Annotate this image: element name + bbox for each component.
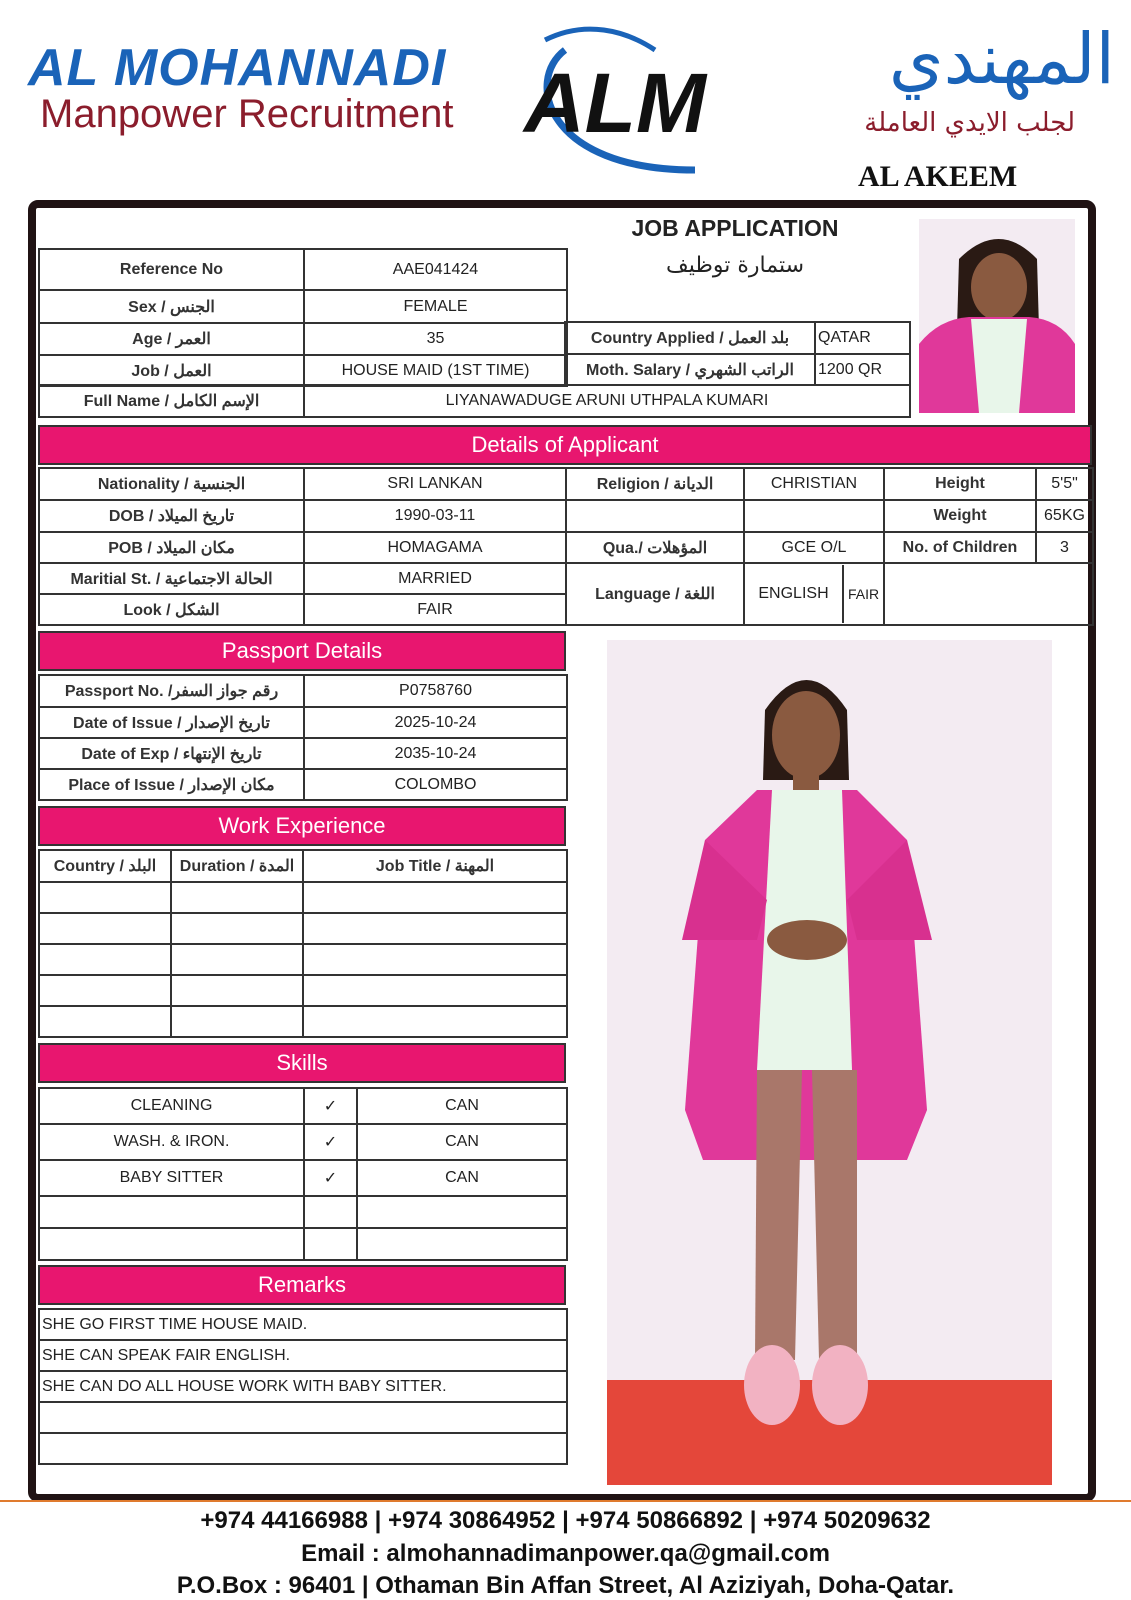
remark-line: SHE GO FIRST TIME HOUSE MAID.	[39, 1309, 567, 1340]
nationality-label: Nationality / الجنسية	[39, 468, 304, 500]
issue-date-value: 2025-10-24	[304, 707, 567, 738]
work-experience-heading: Work Experience	[38, 806, 566, 846]
language-level: FAIR	[842, 565, 879, 623]
table-row	[39, 1006, 567, 1037]
form-title: JOB APPLICATION	[631, 215, 839, 241]
country-applied-value: QATAR	[815, 322, 910, 354]
weight-label: Weight	[884, 500, 1036, 532]
weight-value: 65KG	[1036, 500, 1093, 532]
pob-value: HOMAGAMA	[304, 532, 566, 563]
empty-cell	[884, 563, 1093, 625]
marital-label: Maritial St. / الحالة الاجتماعية	[39, 563, 304, 594]
basic-info-table	[38, 248, 568, 387]
table-row	[39, 1088, 567, 1124]
passport-table	[38, 674, 568, 801]
country-applied-label: Country Applied / بلد العمل	[565, 322, 815, 354]
table-row	[39, 913, 567, 944]
marital-value: MARRIED	[304, 563, 566, 594]
skill-status: CAN	[357, 1088, 567, 1124]
check-icon: ✓	[304, 1160, 357, 1196]
height-value: 5'5"	[1036, 468, 1093, 500]
pob-label: POB / مكان الميلاد	[39, 532, 304, 563]
passport-heading: Passport Details	[38, 631, 566, 671]
reference-label: Reference No	[39, 249, 304, 290]
table-row	[39, 975, 567, 1006]
language-value: ENGLISH	[758, 585, 829, 602]
skill-name: WASH. & IRON.	[39, 1124, 304, 1160]
religion-value: CHRISTIAN	[744, 468, 884, 500]
sex-value: FEMALE	[304, 290, 567, 323]
religion-label: Religion / الديانة	[566, 468, 744, 500]
fullname-value: LIYANAWADUGE ARUNI UTHPALA KUMARI	[304, 385, 910, 417]
applicant-portrait-photo	[919, 219, 1075, 413]
check-icon: ✓	[304, 1124, 357, 1160]
issue-date-label: Date of Issue / تاريخ الإصدار	[39, 707, 304, 738]
children-value: 3	[1036, 532, 1093, 563]
footer-divider	[0, 1500, 1131, 1502]
brand-subtitle: Manpower Recruitment	[40, 92, 454, 136]
expiry-date-label: Date of Exp / تاريخ الإنتهاء	[39, 738, 304, 769]
reference-value: AAE041424	[304, 249, 567, 290]
language-cell	[744, 563, 884, 625]
remarks-heading: Remarks	[38, 1265, 566, 1305]
table-row	[39, 1160, 567, 1196]
col-job-title: Job Title / المهنة	[303, 850, 567, 882]
skill-status: CAN	[357, 1160, 567, 1196]
salary-label: Moth. Salary / الراتب الشهري	[565, 354, 815, 385]
dob-value: 1990-03-11	[304, 500, 566, 532]
skill-name: BABY SITTER	[39, 1160, 304, 1196]
country-salary-table	[564, 321, 911, 386]
brand-name-arabic: المهندي	[888, 18, 1115, 100]
language-label: Language / اللغة	[566, 563, 744, 625]
nationality-value: SRI LANKAN	[304, 468, 566, 500]
skill-name: CLEANING	[39, 1088, 304, 1124]
fullname-table	[38, 384, 911, 418]
skill-status: CAN	[357, 1124, 567, 1160]
logo-text: ALM	[524, 56, 706, 150]
table-row	[39, 1196, 567, 1228]
age-value: 35	[304, 323, 567, 355]
agency-name: AL AKEEM	[858, 160, 1018, 193]
qualification-label: Qua./ المؤهلات	[566, 532, 744, 563]
empty-cell	[566, 500, 744, 532]
table-row	[39, 882, 567, 913]
table-row	[39, 1433, 567, 1464]
table-row	[39, 1124, 567, 1160]
sex-label: Sex / الجنس	[39, 290, 304, 323]
look-label: Look / الشكل	[39, 594, 304, 625]
footer-email: Email : almohannadimanpower.qa@gmail.com	[301, 1540, 830, 1567]
remark-line: SHE CAN SPEAK FAIR ENGLISH.	[39, 1340, 567, 1371]
salary-value: 1200 QR	[815, 354, 910, 385]
job-value: HOUSE MAID (1ST TIME)	[304, 355, 567, 386]
col-country: Country / البلد	[39, 850, 171, 882]
look-value: FAIR	[304, 594, 566, 625]
remarks-table	[38, 1308, 568, 1465]
qualification-value: GCE O/L	[744, 532, 884, 563]
passport-no-value: P0758760	[304, 675, 567, 707]
footer-phones: +974 44166988 | +974 30864952 | +974 50866892 | +974 50209632	[200, 1507, 931, 1534]
children-label: No. of Children	[884, 532, 1036, 563]
skills-table	[38, 1087, 568, 1261]
place-of-issue-value: COLOMBO	[304, 769, 567, 800]
age-label: Age / العمر	[39, 323, 304, 355]
check-icon: ✓	[304, 1088, 357, 1124]
empty-cell	[744, 500, 884, 532]
details-heading: Details of Applicant	[38, 425, 1092, 465]
skills-heading: Skills	[38, 1043, 566, 1083]
details-table	[38, 467, 1094, 626]
footer-address: P.O.Box : 96401 | Othaman Bin Affan Street, Al Aziziyah, Doha-Qatar.	[176, 1572, 955, 1599]
applicant-full-body-photo	[607, 640, 1052, 1485]
work-experience-table	[38, 849, 568, 1038]
brand-subtitle-arabic: لجلب الايدي العاملة	[864, 108, 1075, 138]
col-duration: Duration / المدة	[171, 850, 303, 882]
job-label: Job / العمل	[39, 355, 304, 386]
table-row	[39, 1228, 567, 1260]
dob-label: DOB / تاريخ الميلاد	[39, 500, 304, 532]
table-row	[39, 1402, 567, 1433]
form-title-arabic: ستمارة توظيف	[665, 253, 805, 278]
expiry-date-value: 2035-10-24	[304, 738, 567, 769]
remark-line: SHE CAN DO ALL HOUSE WORK WITH BABY SITTER.	[39, 1371, 567, 1402]
place-of-issue-label: Place of Issue / مكان الإصدار	[39, 769, 304, 800]
table-row	[39, 944, 567, 975]
brand-name-english: AL MOHANNADI	[28, 39, 447, 97]
company-logo	[505, 20, 725, 180]
passport-no-label: Passport No. /رقم جواز السفر	[39, 675, 304, 707]
height-label: Height	[884, 468, 1036, 500]
fullname-label: Full Name / الإسم الكامل	[39, 385, 304, 417]
